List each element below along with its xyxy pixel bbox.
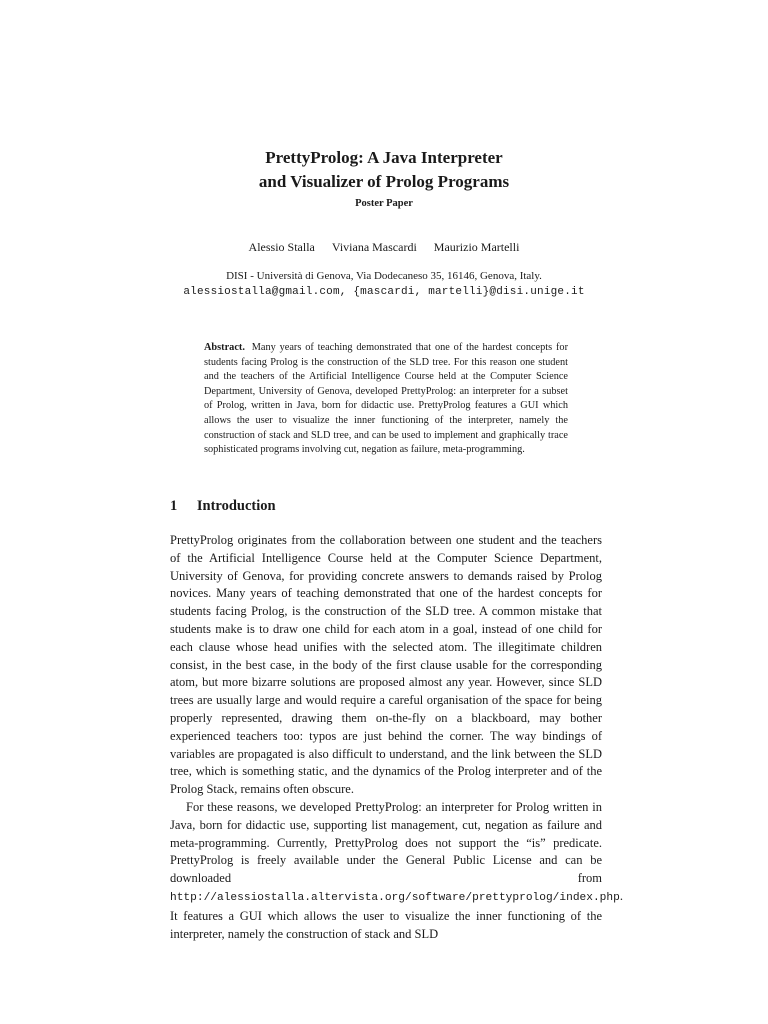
abstract bbox=[204, 341, 568, 458]
section-body bbox=[170, 532, 623, 943]
title-line-1: PrettyProlog: A Java Interpreter bbox=[265, 148, 503, 167]
paragraph bbox=[170, 799, 623, 943]
paper-title bbox=[0, 146, 768, 194]
abstract-text: Many years of teaching demonstrated that one of the hardest concepts for students facing Prolog is the construction of the SLD tree. For this reason one student and the teachers of the Artificial Intelligence Course held at the Computer Science Department, University of Genova, developed PrettyProlog: an interpreter for a subset of Prolog, written in Java, born for didactic use. PrettyProlog features a GUI which allows the user to visualize the inner functioning of the interpreter, namely the construction of stack and SLD tree, and can be used to implement and graphically trace sophisticated programs involving cut, negation as failure, meta-programming. bbox=[204, 342, 568, 456]
author-name: Alessio Stalla bbox=[248, 240, 315, 254]
section-number: 1 bbox=[170, 498, 178, 514]
author-name: Viviana Mascardi bbox=[331, 240, 417, 254]
paragraph-text: For these reasons, we developed PrettyProlog: an interpreter for Prolog written in Java, born for didactic use, supporting list management, cut, negation as failure and meta-programming. Currently, PrettyProlog does not support the “is” predicate. PrettyProlog is freely available under the General Public License and can be downloaded from bbox=[170, 799, 602, 886]
affiliation: DISI - Università di Genova, Via Dodecaneso 35, 16146, Genova, Italy. bbox=[226, 270, 542, 282]
section-title: Introduction bbox=[196, 498, 276, 514]
author-name: Maurizio Martelli bbox=[433, 240, 520, 254]
author-list bbox=[0, 240, 768, 255]
author-emails: alessiostalla@gmail.com, {mascardi, martelli}@disi.unige.it bbox=[183, 286, 585, 298]
paragraph: PrettyProlog originates from the collaboration between one student and the teachers of the Artificial Intelligence Course held at the Computer Science Department, University of Genova, for providing concrete answers to demands raised by Prolog novices. Many years of teaching demonstrated that one of the hardest concepts for students facing Prolog, is the construction of the SLD tree. A common mistake that students make is to draw one child for each atom in a goal, instead of one child for each clause whose head unifies with the selected atom. The illegitimate children consist, in the best case, in the body of the first clause usable for the corresponding atom, but more bizarre solutions are proposed almost any year. However, since SLD trees are usually large and would require a careful organisation of the space for being properly represented, drawing them on-the-fly on a blackboard, may bother experienced teachers too: typos are just behind the corner. The way bindings of variables are propagated is also difficult to understand, and the link between the SLD tree, which is something static, and the dynamics of the Prolog interpreter and of the Prolog Stack, remains often obscure. bbox=[170, 533, 602, 797]
download-link[interactable]: http://alessiostalla.altervista.org/software/prettyprolog/index.php bbox=[170, 891, 620, 904]
paragraph-text: . It features a GUI which allows the user to visualize the inner functioning of the interpreter, namely the construction of stack and SLD bbox=[170, 888, 623, 941]
paper-subtitle: Poster Paper bbox=[355, 198, 413, 209]
title-line-2: and Visualizer of Prolog Programs bbox=[258, 172, 510, 191]
section-heading bbox=[170, 498, 276, 515]
abstract-label: Abstract. bbox=[204, 342, 245, 353]
